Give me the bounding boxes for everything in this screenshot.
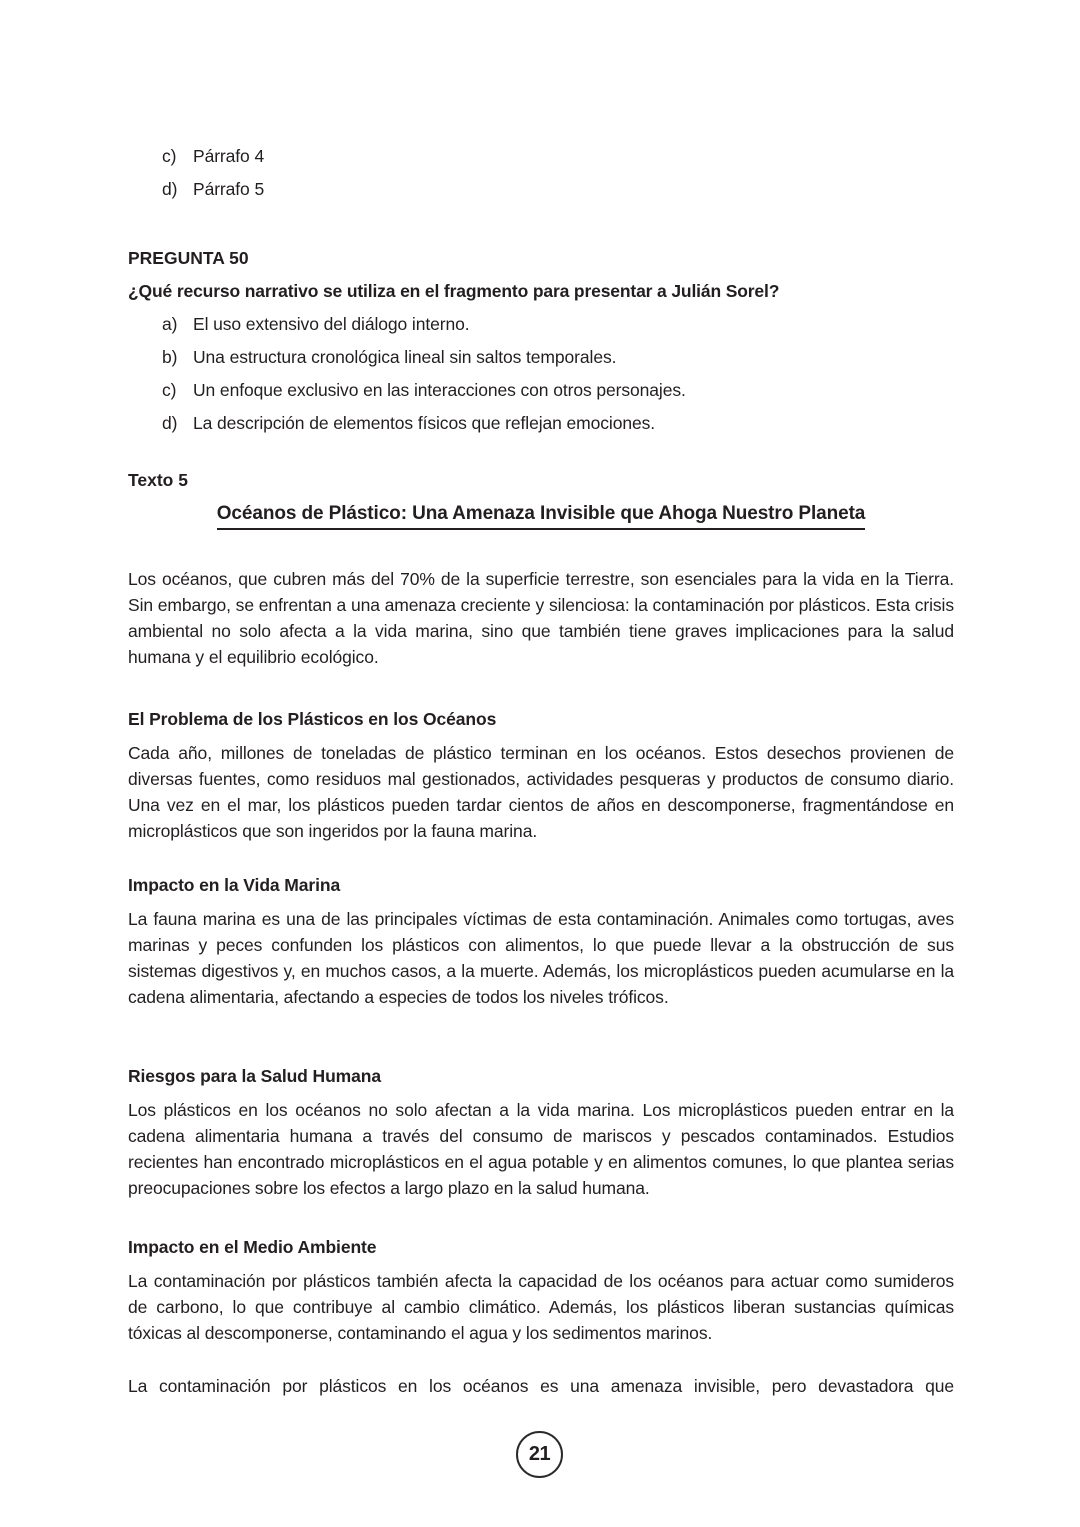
option-letter: a) [162,314,178,334]
section-paragraph: La contaminación por plásticos también afecta la capacidad de los océanos para actuar como sumideros de carbono, lo que contribuye al cambio climático. Además, los plásticos liberan sustancias químicas tóxicas al descomponerse, contaminando el agua y los sedimentos marinos. [128,1271,954,1343]
prev-option-row [162,176,952,202]
option-row [162,344,952,370]
section-paragraph: Los plásticos en los océanos no solo afectan a la vida marina. Los microplásticos pueden entrar en la cadena alimentaria humana a través del consumo de mariscos y pescados contaminados. Estudios recientes han encontrado microplásticos en el agua potable y en alimentos comunes, lo que plantea serias preocupaciones sobre los efectos a largo plazo en la salud humana. [128,1100,954,1198]
section-paragraph: Cada año, millones de toneladas de plástico terminan en los océanos. Estos desechos provienen de diversas fuentes, como residuos mal gestionados, actividades pesqueras y productos de consumo diario. Una vez en el mar, los plásticos pueden tardar cientos de años en descomponerse, fragmentándose en microplásticos que son ingeridos por la fauna marina. [128,743,954,841]
reading-title-row [128,501,954,530]
reading-title: Océanos de Plástico: Una Amenaza Invisible que Ahoga Nuestro Planeta [217,501,866,530]
page-number-badge [516,1431,563,1478]
page-number: 21 [528,1443,551,1465]
option-text: Párrafo 5 [193,179,265,199]
option-text: La descripción de elementos físicos que reflejan emociones. [193,413,656,433]
intro-paragraph: Los océanos, que cubren más del 70% de la superficie terrestre, son esenciales para la vida en la Tierra. Sin embargo, se enfrentan a una amenaza creciente y silenciosa: la contaminación por plásticos. Esta crisis ambiental no solo afecta a la vida marina, sino que también tiene graves implicaciones para la salud humana y el equilibrio ecológico. [128,569,954,667]
texto-label: Texto 5 [128,470,188,490]
option-row [162,410,952,436]
closing-paragraph: La contaminación por plásticos en los océanos es una amenaza invisible, pero devastadora que [128,1376,954,1396]
option-text: Una estructura cronológica lineal sin saltos temporales. [193,347,617,367]
question-prompt: ¿Qué recurso narrativo se utiliza en el fragmento para presentar a Julián Sorel? [128,281,780,301]
option-letter: d) [162,179,178,199]
section-heading: Impacto en el Medio Ambiente [128,1237,377,1257]
question-label: PREGUNTA 50 [128,248,249,268]
option-letter: c) [162,380,177,400]
option-letter: b) [162,347,178,367]
option-text: El uso extensivo del diálogo interno. [193,314,470,334]
option-text: Un enfoque exclusivo en las interacciones con otros personajes. [193,380,686,400]
section-heading: Impacto en la Vida Marina [128,875,341,895]
option-row [162,311,952,337]
section-heading: El Problema de los Plásticos en los Océanos [128,709,497,729]
option-text: Párrafo 4 [193,146,265,166]
section-paragraph: La fauna marina es una de las principales víctimas de esta contaminación. Animales como tortugas, aves marinas y peces confunden los plásticos con alimentos, lo que puede llevar a la obstrucción de sus sistemas digestivos y, en muchos casos, a la muerte. Además, los microplásticos pueden acumularse en la cadena alimentaria, afectando a especies de todos los niveles tróficos. [128,909,954,1007]
option-row [162,377,952,403]
option-letter: c) [162,146,177,166]
section-heading: Riesgos para la Salud Humana [128,1066,381,1086]
option-letter: d) [162,413,178,433]
prev-option-row [162,143,952,169]
